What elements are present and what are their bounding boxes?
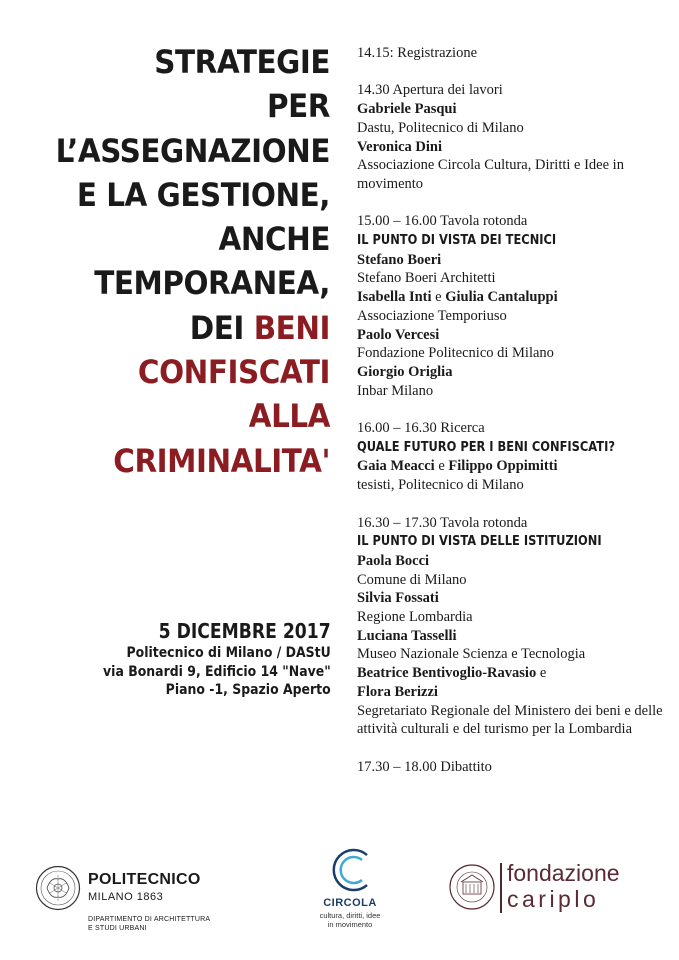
- title-word-highlight: BENI: [253, 308, 330, 347]
- title-line: E LA GESTIONE,: [76, 175, 331, 214]
- program-block-roundtable-1: [357, 212, 667, 400]
- title-line-highlight: ALLA: [248, 397, 330, 436]
- circola-tagline-line: in movimento: [327, 919, 373, 929]
- title-line: PER: [267, 87, 330, 126]
- title-word: DEI: [189, 308, 254, 347]
- speaker-name: Stefano Boeri: [357, 251, 442, 268]
- speaker-affiliation: Inbar Milano: [357, 382, 434, 399]
- program-time: 15.00 – 16.00 Tavola rotonda: [357, 213, 528, 230]
- speaker-affiliation: Segretariato Regionale del Ministero dei beni e delle attività culturali e del turismo per la Lombardia: [357, 702, 663, 738]
- session-heading: IL PUNTO DI VISTA DEI TECNICI: [357, 233, 557, 248]
- session-heading: IL PUNTO DI VISTA DELLE ISTITUZIONI: [357, 534, 602, 550]
- speaker-affiliation: Stefano Boeri Architetti: [357, 270, 496, 287]
- sponsor-logos: [0, 835, 679, 955]
- speaker-affiliation: Associazione Circola Cultura, Diritti e Idee in movimento: [357, 157, 624, 192]
- speaker-affiliation: Regione Lombardia: [357, 609, 473, 626]
- speaker-affiliation: tesisti, Politecnico di Milano: [357, 477, 524, 494]
- speaker-name: Paolo Vercesi: [357, 326, 440, 343]
- event-title: [26, 40, 330, 483]
- title-line: L’ASSEGNAZIONE: [55, 131, 331, 170]
- politecnico-logo-icon: [35, 865, 81, 916]
- venue-line: Piano -1, Spazio Aperto: [165, 682, 331, 698]
- cariplo-divider: [500, 863, 502, 913]
- cariplo-name: fondazione: [507, 860, 620, 886]
- speaker-name: Giulia Cantaluppi: [445, 289, 558, 306]
- title-line: ANCHE: [218, 220, 330, 259]
- politecnico-name: POLITECNICO: [88, 871, 201, 888]
- speaker-name: Veronica Dini: [357, 138, 442, 155]
- speaker-name: Paola Bocci: [357, 552, 430, 569]
- speaker-affiliation: Comune di Milano: [357, 571, 467, 588]
- conjunction: e: [431, 289, 446, 306]
- title-line: STRATEGIE: [154, 43, 330, 81]
- circola-tagline-line: cultura, diritti, idee: [319, 911, 381, 920]
- speaker-name: Isabella Inti: [357, 289, 432, 306]
- program: [357, 44, 667, 795]
- speaker-name: Flora Berizzi: [357, 683, 438, 700]
- conjunction: e: [434, 458, 449, 475]
- speaker-affiliation: Associazione Temporiuso: [357, 307, 507, 324]
- department-name: [88, 915, 210, 933]
- speaker-pair: [357, 664, 667, 683]
- speaker-name: Silvia Fossati: [357, 590, 439, 607]
- circola-logo-icon: [325, 845, 377, 900]
- program-time: 16.30 – 17.30 Tavola rotonda: [357, 514, 528, 531]
- venue-line: Politecnico di Milano / DAStU: [126, 645, 331, 661]
- program-time: 14.15: Registrazione: [357, 45, 478, 61]
- circola-name: CIRCOLA: [323, 897, 377, 909]
- speaker-name: Filippo Oppimitti: [448, 458, 558, 475]
- title-line: [26, 306, 330, 350]
- program-time: 17.30 – 18.00 Dibattito: [357, 758, 492, 775]
- speaker-affiliation: Fondazione Politecnico di Milano: [357, 345, 554, 362]
- politecnico-subtitle: MILANO 1863: [88, 891, 164, 903]
- title-line-highlight: CRIMINALITA': [113, 441, 330, 480]
- title-line-highlight: CONFISCATI: [137, 353, 330, 392]
- program-block-debate: [357, 758, 667, 777]
- title-line: TEMPORANEA,: [94, 264, 330, 303]
- conjunction: e: [536, 665, 547, 682]
- program-block-opening: [357, 81, 667, 193]
- speaker-name: Luciana Tasselli: [357, 627, 457, 644]
- session-heading: QUALE FUTURO PER I BENI CONFISCATI?: [357, 439, 615, 455]
- department-line: DIPARTIMENTO DI ARCHITETTURA: [88, 916, 211, 923]
- program-time: 16.00 – 16.30 Ricerca: [357, 420, 485, 437]
- venue-line: via Bonardi 9, Edificio 14 "Nave": [103, 663, 331, 680]
- circola-tagline: [290, 912, 410, 929]
- cariplo-name: cariplo: [507, 886, 600, 912]
- program-time: 14.30 Apertura dei lavori: [357, 82, 503, 99]
- program-block-roundtable-2: [357, 514, 667, 739]
- event-date: 5 DICEMBRE 2017: [158, 619, 331, 643]
- program-block-research: [357, 419, 667, 495]
- speaker-name: Gaia Meacci: [357, 458, 435, 475]
- cariplo-seal-icon: [448, 863, 496, 916]
- department-line: E STUDI URBANI: [88, 925, 147, 932]
- event-venue: [103, 620, 331, 700]
- speaker-name: Gabriele Pasqui: [357, 101, 457, 118]
- speaker-pair: [357, 288, 667, 307]
- speaker-name: Beatrice Bentivoglio-Ravasio: [357, 665, 537, 682]
- speaker-name: Giorgio Origlia: [357, 363, 453, 380]
- speaker-affiliation: Dastu, Politecnico di Milano: [357, 119, 524, 136]
- speaker-pair: [357, 457, 667, 476]
- program-block-registration: [357, 44, 667, 63]
- speaker-affiliation: Museo Nazionale Scienza e Tecnologia: [357, 646, 586, 663]
